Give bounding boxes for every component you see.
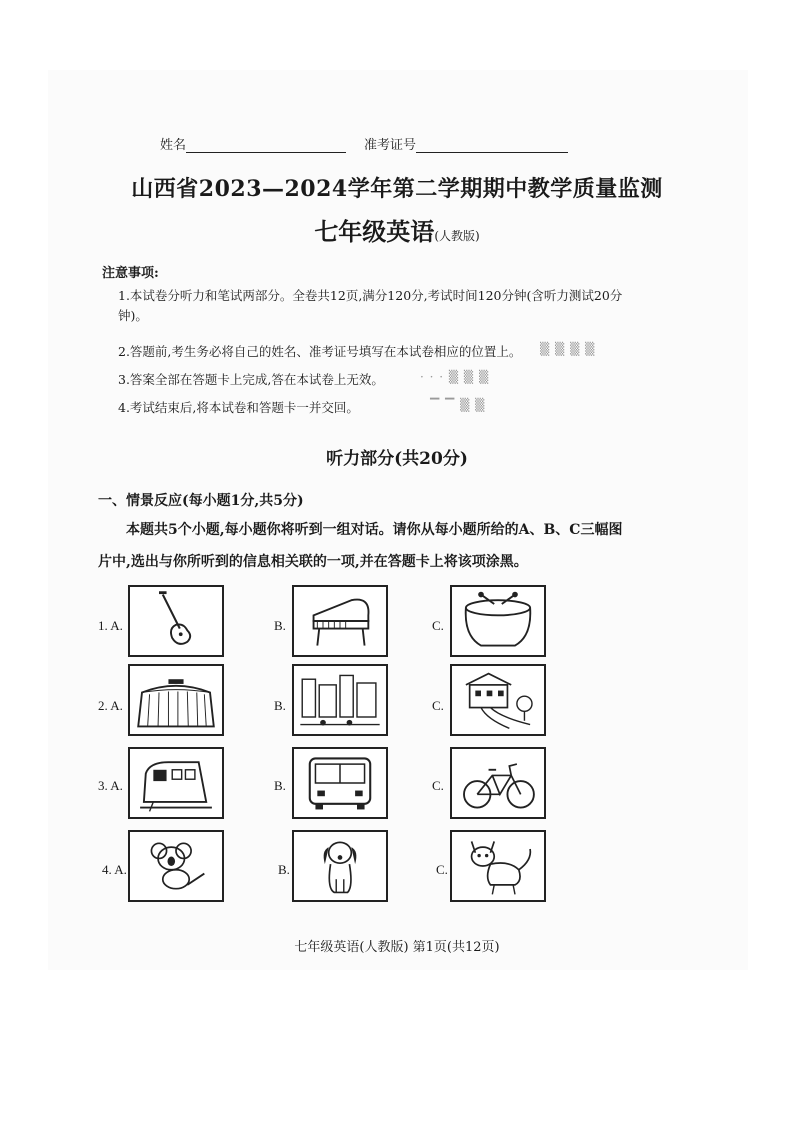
q4-option-b-label: B. [278,862,290,877]
q2-option-c[interactable] [450,664,546,736]
q4-option-c-label: C. [436,862,448,877]
q3-label: 3. A. [98,778,123,793]
notice-item-3: 3.答案全部在答题卡上完成,答在本试卷上无效。 [118,372,384,387]
notice-item-4: 4.考试结束后,将本试卷和答题卡一并交回。 [118,400,359,415]
q1-option-c[interactable] [450,585,546,657]
q1-option-b-label: B. [274,618,286,633]
q3-option-a[interactable] [128,747,224,819]
q1-option-c-label: C. [432,618,444,633]
q4-option-a[interactable] [128,830,224,902]
q3-option-c[interactable] [450,747,546,819]
scan-artefact: ▔ ▔ ▒ ▒ [430,398,486,412]
q2-option-a[interactable] [128,664,224,736]
bicycle-icon [452,749,544,817]
notice-item-2: 2.答题前,考生务必将自己的姓名、准考证号填写在本试卷相应的位置上。 [118,344,522,359]
instruction-line-2: 片中,选出与你所听到的信息相关联的一项,并在答题卡上将该项涂黑。 [98,554,528,570]
q4-option-b[interactable] [292,830,388,902]
stadium-icon [130,666,222,734]
q2-option-c-label: C. [432,698,444,713]
piano-icon [294,587,386,655]
notice-heading: 注意事项: [102,266,159,281]
name-blank[interactable] [186,138,346,153]
listening-section-title: 听力部分(共20分) [326,449,468,469]
notice-item-1: 1.本试卷分听力和笔试两部分。全卷共12页,满分120分,考试时间120分钟(含听力测试20分钟)。 [118,288,623,323]
bus-icon [294,749,386,817]
id-line [160,134,568,153]
school-icon [452,666,544,734]
q3-option-b[interactable] [292,747,388,819]
q1-option-a[interactable] [128,585,224,657]
dog-icon [294,832,386,900]
koala-icon [130,832,222,900]
cat-icon [452,832,544,900]
q4-label: 4. A. [102,862,127,877]
train-icon [130,749,222,817]
scan-artefact: ▒ ▒ ▒ ▒ [540,342,596,356]
scan-artefact: · · · ▒ ▒ ▒ [420,370,490,384]
q4-option-c[interactable] [450,830,546,902]
exam-title: 山西省2023—2024学年第二学期期中教学质量监测 [131,176,663,202]
exam-id-blank[interactable] [416,138,568,153]
section1-heading: 一、情景反应(每小题1分,共5分) [98,493,304,509]
drum-icon [452,587,544,655]
q2-option-b[interactable] [292,664,388,736]
name-label: 姓名 [160,138,187,153]
street-icon [294,666,386,734]
q3-option-c-label: C. [432,778,444,793]
subject-name: 七年级英语 [314,217,435,246]
guitar-icon [130,587,222,655]
page-footer: 七年级英语(人教版) 第1页(共12页) [294,940,500,955]
instruction-line-1: 本题共5个小题,每小题你将听到一组对话。请你从每小题所给的A、B、C三幅图 [126,522,623,538]
q2-label: 2. A. [98,698,123,713]
subject-title [0,212,794,247]
edition-label: (人教版) [434,229,480,243]
q1-label: 1. A. [98,618,123,633]
q3-option-b-label: B. [274,778,286,793]
q1-option-b[interactable] [292,585,388,657]
q2-option-b-label: B. [274,698,286,713]
exam-id-label: 准考证号 [364,138,417,153]
